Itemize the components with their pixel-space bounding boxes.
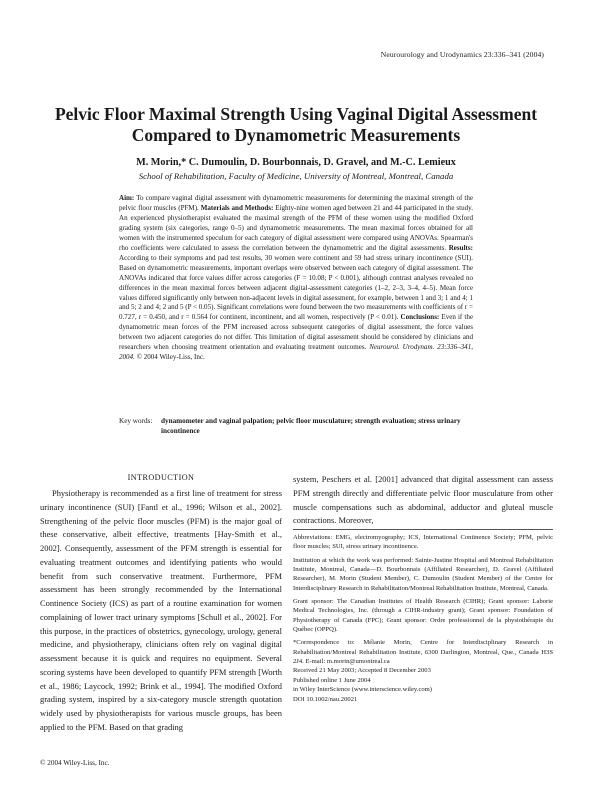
running-head: Neurourology and Urodynamics 23:336–341 (2004) — [380, 50, 544, 59]
abstract-results-text: According to their symptoms and pad test results, 30 women were continent and 59 had stress urinary incontinence (SUI). Based on dynamometric measurements, important overlaps were observed between each category of digital assessment. The ANOVAs indicated that force values differ across categories (F = 10.08; P < 0.001), although contrast analyses revealed no differences in the mean maximal forces between adjacent digital-assessment categories (1–2, 2–3, 3–4, 4–5). Mean force values differed significantly only between non-adjacent levels in digital assessment, for example, between 1 and 3; 1 and 4; 1 and 5; 2 and 4; 2 and 5 (P < 0.05). Significant correlations were found between the two measurements with coefficients of r = 0.727, r = 0.450, and r = 0.564 for continent, incontinent, and all women, respectively (P < 0.01). — [119, 253, 473, 322]
introduction-paragraph: Physiotherapy is recommended as a first line of treatment for stress urinary incontinence (SUI) [Fantl et al., 1996; Wilson et al., 2002]. Strengthening of the pelvic floor muscles (PFM) is the major goal of these conservative, albeit effective, treatments [Hay-Smith et al., 2002]. Consequently, assessment of the PFM strength is essential for evaluating treatment outcomes and identifying patients who would benefit from such conservative treatment. Furthermore, PFM assessment has been strongly recommended by the International Continence Society (ICS) as part of a routine examination for women complaining of lower tract urinary symptoms [Schull et al., 2002]. For this purpose, in the practices of obstetrics, gynecology, urology, general medicine, and physiotherapy, clinicians often rely on vaginal digital assessment because it is quick and requires no equipment. Several scoring systems have been developed to quantify PFM strength [Worth et al., 1986; Laycock, 1992; Brink et al., 1994]. The modified Oxford grading system, inspired by a six-category muscle strength quotation widely used by physiotherapists for various muscle groups, has been applied to the PFM. Based on that grading — [40, 488, 282, 732]
footnote-doi: DOI 10.1002/nau.20021 — [293, 695, 358, 703]
footnote-correspondence: *Correspondence to: Mélanie Morin, Centre for Interdisciplinary Research in Rehabilitation/Montreal Rehabilitation Institute, 6300 Darlington, Montreal, Que., Canada H3S 2J4. E-mail: m.morin@umontreal.ca — [293, 639, 553, 666]
footnote-received: Received 21 May 2003; Accepted 8 December 2003 — [293, 667, 431, 675]
article-title — [40, 104, 552, 146]
author-list: M. Morin,* C. Dumoulin, D. Bourbonnais, D. Gravel, and M.-C. Lemieux — [136, 157, 456, 168]
footnote-divider — [293, 529, 553, 530]
abstract-methods-label: Materials and Methods: — [200, 203, 274, 212]
title-line-2: Compared to Dynamometric Measurements — [131, 125, 461, 145]
title-line-1: Pelvic Floor Maximal Strength Using Vaginal Digital Assessment — [54, 104, 538, 124]
footnote-grants: Grant sponsor: The Canadian Institutes of Health Research (CIHR); Grant sponsor: Laborie Medical Technologies, Inc. (through a CIHR-industry grant); Grant sponsor: Foundation of Physiotherapy of Canada (FPC); Grant sponsor: Ordre professionnel de la physiothérapie du Québec (OPPQ). — [293, 598, 553, 634]
bottom-copyright: © 2004 Wiley-Liss, Inc. — [40, 759, 110, 767]
footnote-wiley: in Wiley InterScience (www.interscience.wiley.com) — [293, 686, 433, 694]
keywords — [119, 416, 473, 436]
abstract — [119, 194, 473, 363]
abstract-results-label: Results: — [448, 243, 473, 252]
right-column-text: system, Peschers et al. [2001] advanced that digital assessment can assess PFM strength directly and differentiate pelvic floor musculature from other muscle compensations such as abdominal, adductor and gluteal muscle contractions. Moreover, — [293, 474, 553, 526]
introduction-heading: INTRODUCTION — [127, 473, 195, 482]
abstract-aims-label: Aim: — [119, 194, 135, 202]
footnote-abbreviations: Abbreviations: EMG, electromyography; ICS, International Continence Society; PFM, pelvic floor muscles; SUI, stress urinary incontinence. — [293, 534, 553, 551]
footnotes — [293, 533, 553, 704]
abstract-conclusions-label: Conclusions: — [400, 313, 440, 322]
abstract-methods-text: Eighty-nine women aged between 21 and 44 participated in the study. An experienced physiotherapist evaluated the maximal strength of the PFM of these women using the modified Oxford grading system (six categories, range 0–5) and dynamometric measurements. The mean maximal forces obtained for all women with the instrumented speculum for each category of digital assessment were compared using ANOVAs. Spearman's rho coefficients were calculated to assess the correlation between the dynamometric and the digital assessments. — [119, 203, 473, 252]
abstract-aims-text: To compare vaginal digital assessment with dynamometric measurements for determining the maximal strength of the pelvic floor muscles (PFM). — [119, 194, 473, 212]
abstract-conclusions-text: Even if the dynamometric mean forces of the PFM increased across subsequent categories of digital assessment, the force values between two adjacent categories do not differ. This limitation of digital assessment should be considered by clinicians and researchers when choosing treatment orientation and evaluating treatment outcomes. — [119, 313, 473, 352]
affiliation: School of Rehabilitation, Faculty of Medicine, University of Montreal, Montreal, Canada — [138, 171, 454, 181]
abstract-citation: Neurourol. Urodynam. 23:336–341, 2004. — [119, 343, 473, 362]
footnote-institution: Institution at which the work was performed: Sainte-Justine Hospital and Montreal Rehabilitation Institute, Montreal, Canada—D. Bourbonnais (Affiliated Researcher), D. Gravel (Affiliated Researcher), M. Morin (Student Member), C. Dumoulin (Student Member) of the Centre for Interdisciplinary Research in Rehabilitation/Montreal Rehabilitation Institute, Montreal, Canada. — [293, 556, 553, 592]
keywords-label: Key words: — [119, 417, 153, 425]
left-column — [40, 473, 282, 735]
footnote-published: Published online 1 June 2004 — [293, 676, 371, 684]
abstract-copyright: © 2004 Wiley-Liss, Inc. — [134, 353, 205, 362]
keywords-text: dynamometer and vaginal palpation; pelvic floor musculature; strength evaluation; stress urinary incontinence — [161, 417, 461, 435]
